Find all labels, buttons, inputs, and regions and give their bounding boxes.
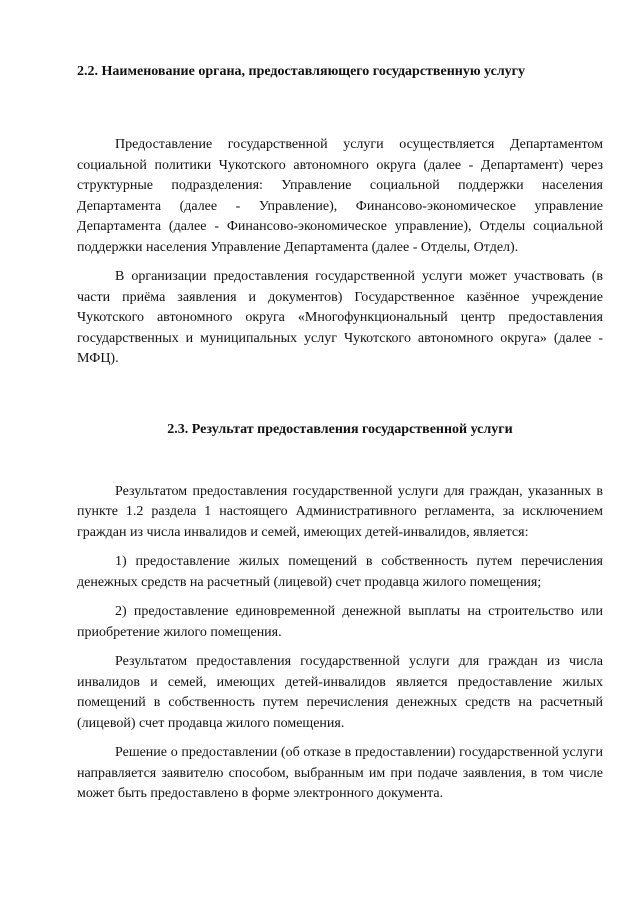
section-heading-2-3: 2.3. Результат предоставления государственной услуги: [167, 421, 513, 437]
paragraph-2-3-4: Результатом предоставления государственной услуги для граждан из числа инвалидов и семей, имеющих детей-инвалидов является предоставление жилых помещений в собственность путем перечисления денежных средств на расчетный (лицевой) счет продавца жилого помещения.: [77, 654, 603, 731]
paragraph-2-2-1: Предоставление государственной услуги осуществляется Департаментом социальной политики Чукотского автономного округа (далее - Департамент) через структурные подразделения: Управление социальной поддержки населения Департамента (далее - Управление), Финансово-экономическое управление Департамента (далее - Финансово-экономическое управление), Отделы социальной поддержки населения Управление Департамента (далее - Отделы, Отдел).: [77, 137, 603, 255]
paragraph-2-3-1: Результатом предоставления государственной услуги для граждан, указанных в пункте 1.2 раздела 1 настоящего Административного регламента, за исключением граждан из числа инвалидов и семей, имеющих детей-инвалидов, является:: [77, 483, 603, 540]
paragraph-2-3-3: 2) предоставление единовременной денежной выплаты на строительство или приобретение жилого помещения.: [77, 604, 603, 640]
document-body: [77, 62, 603, 805]
paragraph-2-3-2: 1) предоставление жилых помещений в собственность путем перечисления денежных средств на расчетный (лицевой) счет продавца жилого помещения;: [77, 554, 603, 590]
paragraph-2-2-2: В организации предоставления государственной услуги может участвовать (в части приёма заявления и документов) Государственное казённое учреждение Чукотского автономного округа «Многофункциональный центр предоставления государственных и муниципальных услуг Чукотского автономного округа» (далее - МФЦ).: [77, 269, 603, 366]
paragraph-2-3-5: Решение о предоставлении (об отказе в предоставлении) государственной услуги направляется заявителю способом, выбранным им при подаче заявления, в том числе может быть предоставлено в форме электронного документа.: [77, 745, 603, 801]
section-heading-2-2: 2.2. Наименование органа, предоставляющего государственную услугу: [77, 64, 526, 79]
